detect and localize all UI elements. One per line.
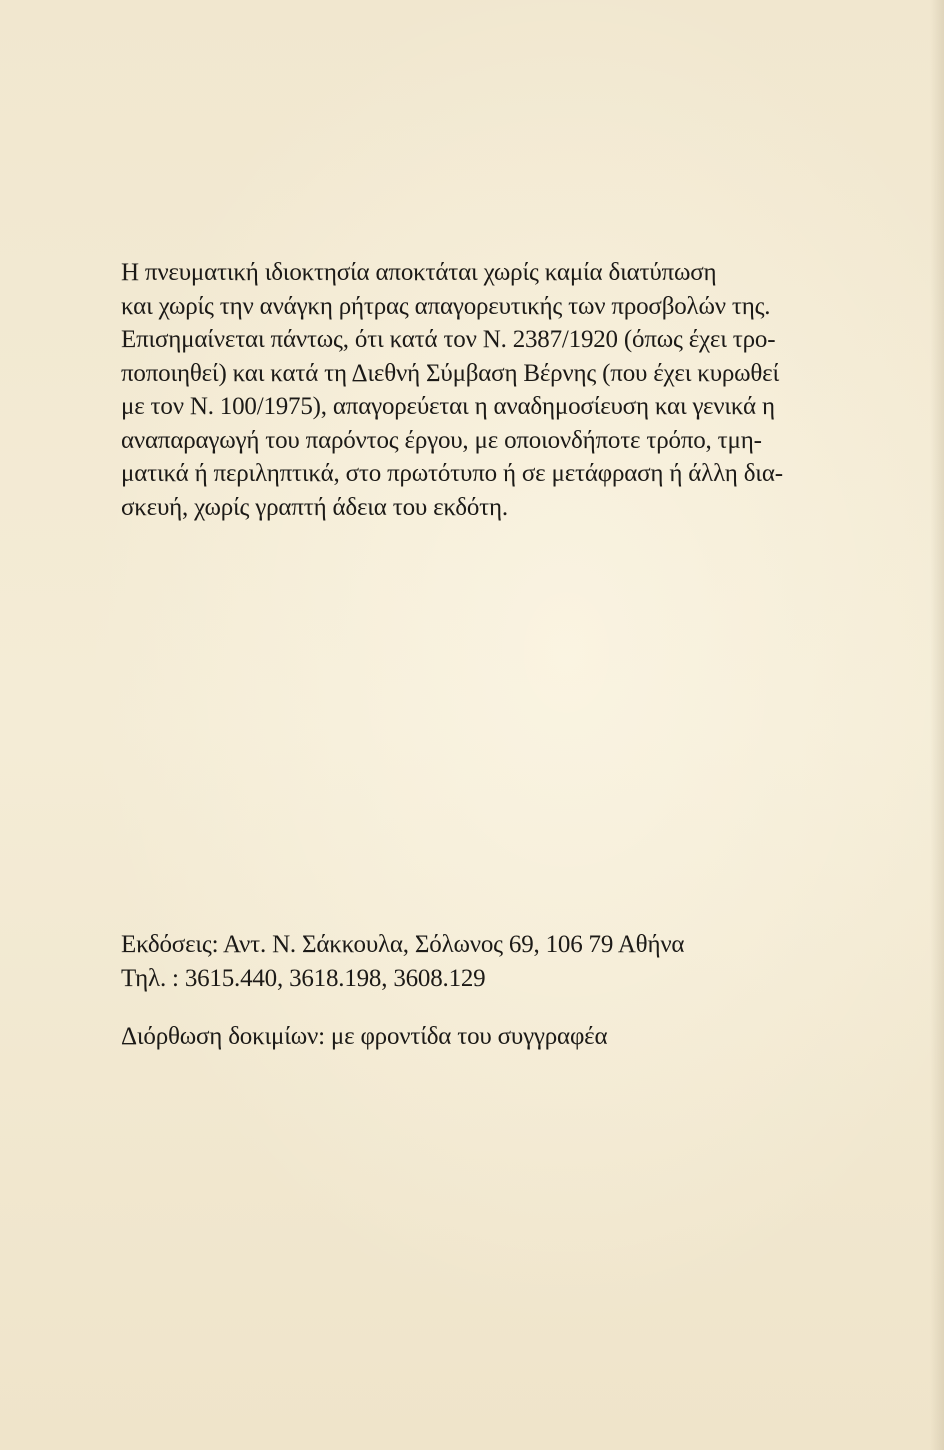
copyright-line: αναπαραγωγή του παρόντος έργου, με οποιονδήποτε τρόπο, τμη-: [121, 426, 762, 454]
copyright-notice: [121, 256, 861, 524]
publisher-address: Εκδόσεις: Αντ. Ν. Σάκκουλα, Σόλωνος 69, 106 79 Αθήνα: [121, 931, 685, 958]
copyright-line: με τον Ν. 100/1975), απαγορεύεται η αναδημοσίευση και γενικά η: [121, 393, 775, 420]
copyright-line: ποποιηθεί) και κατά τη Διεθνή Σύμβαση Βέρνης (που έχει κυρωθεί: [121, 359, 780, 387]
copyright-line: Επισημαίνεται πάντως, ότι κατά τον Ν. 2387/1920 (όπως έχει τρο-: [121, 326, 776, 353]
publisher-phone: Τηλ. : 3615.440, 3618.198, 3608.129: [121, 965, 486, 992]
copyright-line: Η πνευματική ιδιοκτησία αποκτάται χωρίς καμία διατύπωση: [121, 259, 717, 286]
copyright-line: σκευή, χωρίς γραπτή άδεια του εκδότη.: [121, 493, 508, 521]
proofreading-credit: Διόρθωση δοκιμίων: με φροντίδα του συγγραφέα: [121, 1023, 608, 1050]
copyright-line: ματικά ή περιληπτικά, στο πρωτότυπο ή σε μετάφραση ή άλλη δια-: [121, 460, 783, 487]
copyright-line: και χωρίς την ανάγκη ρήτρας απαγορευτικής των προσβολών της.: [121, 292, 771, 320]
page-edge-shadow: [930, 0, 944, 1450]
publisher-imprint: [121, 928, 861, 996]
